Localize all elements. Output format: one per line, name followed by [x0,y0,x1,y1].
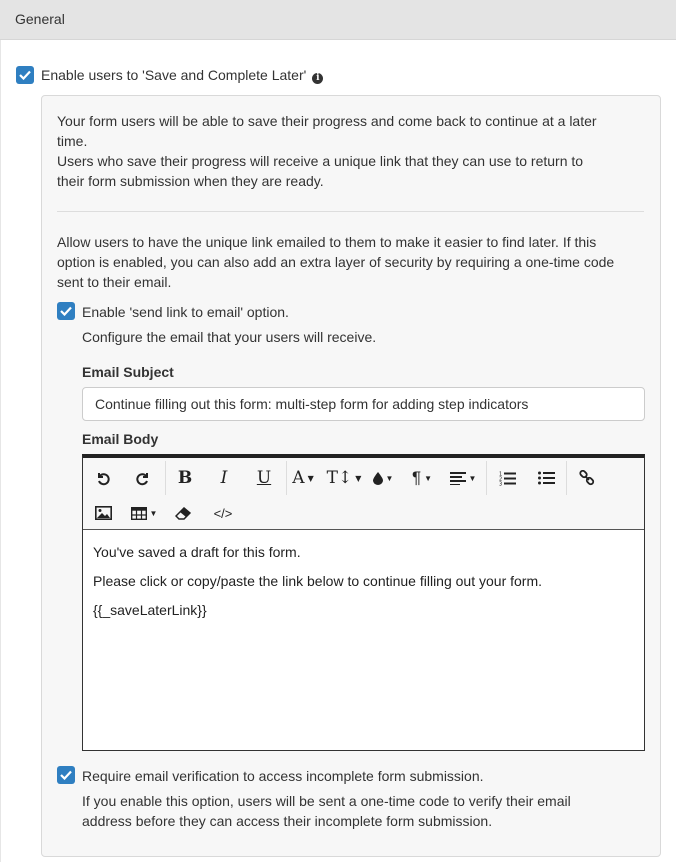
email-subject-label: Email Subject [82,364,174,380]
ordered-list-icon [499,471,516,486]
description: Your form users will be able to save their progress and come back to continue at a later time. Users who save their progress will receive a unique link that they can use to return to their form submission when they are ready. [57,113,597,189]
redo-icon[interactable] [129,463,157,493]
undo-icon[interactable] [89,463,117,493]
table-icon [131,507,147,520]
toolbar-separator [486,461,487,495]
checkmark-icon [60,306,72,316]
ordered-list-button[interactable] [493,463,521,493]
email-body-editor[interactable] [82,454,645,751]
image-icon [95,506,112,520]
section-title: General [15,11,65,27]
panel-border [0,40,1,862]
bold-button[interactable]: B [177,468,193,488]
info-circle-icon[interactable]: i [312,73,323,84]
font-name-dropdown[interactable]: A ▼ [292,468,314,488]
eraser-icon [175,507,191,520]
verification-label[interactable]: Require email verification to access incomplete form submission. [82,768,484,784]
divider [57,211,644,212]
svg-text:2: 2 [498,476,502,482]
color-drop-icon [373,472,383,485]
verification-checkbox[interactable] [57,766,75,784]
unordered-list-button[interactable] [532,463,560,493]
editor-paragraph: {{_saveLaterLink}} [93,602,207,618]
save-later-label[interactable]: Enable users to 'Save and Complete Later' i [41,65,323,85]
svg-text:3: 3 [498,481,502,486]
italic-button[interactable]: I [220,468,228,488]
editor-paragraph: Please click or copy/paste the link below to continue filling out your form. [93,573,543,589]
editor-paragraph: You've saved a draft for this form. [93,544,301,560]
toolbar-separator [566,461,567,495]
toolbar-separator [165,461,166,495]
checkmark-icon [60,770,72,780]
unordered-list-icon [538,471,555,485]
svg-text:1: 1 [498,471,502,477]
align-icon [450,472,466,485]
email-subject-input[interactable]: Continue filling out this form: multi-step form for adding step indicators [82,387,645,421]
verification-hint: If you enable this option, users will be sent a one-time code to verify their email address before they can access their incomplete form submission. [82,793,571,829]
send-link-hint: Configure the email that your users will receive. [82,329,377,345]
send-link-checkbox[interactable] [57,302,75,320]
code-view-button[interactable]: </> [213,505,233,521]
email-intro: Allow users to have the unique link emailed to them to make it easier to find later. If this option is enabled, you can also add an extra layer of security by requiring a one-time code sent to their email. [57,234,615,290]
email-body-label: Email Body [82,431,159,447]
save-later-checkbox[interactable] [16,66,34,84]
link-icon [579,470,595,486]
paragraph-dropdown[interactable]: ¶ ▼ [411,468,433,487]
toolbar-separator [286,461,287,495]
editor-toolbar [83,458,644,530]
send-link-label[interactable]: Enable 'send link to email' option. [82,304,289,320]
section-header [0,0,676,40]
checkmark-icon [19,70,31,80]
align-dropdown[interactable]: ▼ [446,463,480,493]
link-button[interactable] [573,463,601,493]
font-size-dropdown[interactable]: T↕ ▼ [326,468,362,488]
clear-format-button[interactable] [169,498,197,528]
image-button[interactable] [89,498,117,528]
editor-content[interactable] [93,542,633,629]
underline-button[interactable]: U [256,468,272,488]
table-dropdown[interactable]: ▼ [127,498,161,528]
color-dropdown[interactable]: ▼ [368,463,398,493]
